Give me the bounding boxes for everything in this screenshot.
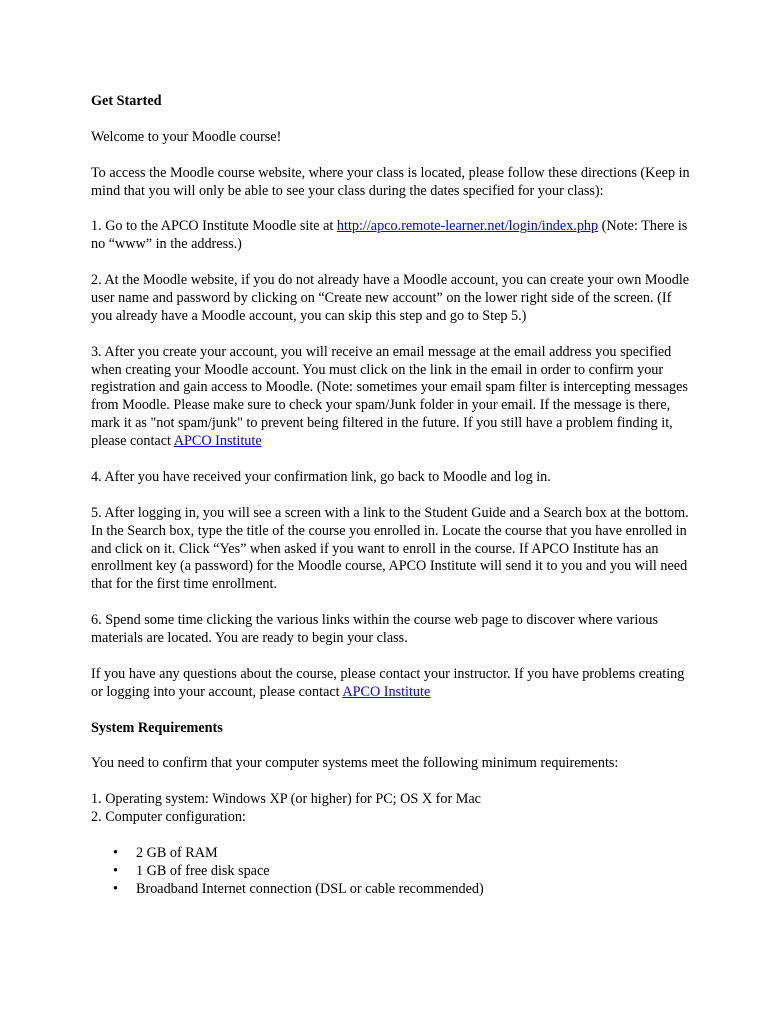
moodle-login-link[interactable]: http://apco.remote-learner.net/login/index.php	[336, 218, 599, 235]
requirement-operating-system: 1. Operating system: Windows XP (or higher) for PC; OS X for Mac	[91, 791, 481, 808]
get-started-heading: Get Started	[91, 93, 162, 109]
bullet-icon: •	[113, 862, 118, 879]
system-requirements-heading: System Requirements	[91, 719, 223, 736]
step-6-paragraph: 6. Spend some time clicking the various links within the course web page to discover where various materials are located. You are ready to begin your class.	[91, 612, 658, 647]
step-3-paragraph	[91, 344, 691, 451]
step-2-paragraph: 2. At the Moodle website, if you do not already have a Moodle account, you can create your own Moodle user name and password by clicking on “Create new account” on the lower right side of the screen. (If you already have a Moodle account, you can skip this step and go to Step 5.)	[91, 272, 690, 324]
questions-text: If you have any questions about the course, please contact your instructor. If you have problems creating or logging into your account, please contact	[91, 665, 685, 700]
config-item-disk: 1 GB of free disk space	[136, 862, 270, 879]
config-item-ram: 2 GB of RAM	[136, 844, 218, 861]
questions-paragraph	[91, 666, 691, 702]
step-3-text: 3. After you create your account, you will receive an email message at the email address you specified when creating your Moodle account. You must click on the link in the email in order to confirm your registration and gain access to Moodle. (Note: sometimes your email spam filter is intercepting messages from Moodle. Please make sure to check your spam/Junk folder in your email. If the message is there, mark it as "not spam/junk" to prevent being filtered in the future. If you still have a problem finding it, please contact	[91, 343, 688, 450]
apco-institute-link-questions[interactable]: APCO Institute	[342, 683, 431, 700]
step-1-text-before: 1. Go to the APCO Institute Moodle site at	[91, 218, 337, 235]
requirement-computer-configuration: 2. Computer configuration:	[91, 809, 246, 826]
intro-paragraph: To access the Moodle course website, where your class is located, please follow these directions (Keep in mind that you will only be able to see your class during the dates specified for your class):	[91, 164, 690, 199]
step-5-paragraph: 5. After logging in, you will see a screen with a link to the Student Guide and a Search box at the bottom. In the Search box, type the title of the course you enrolled in. Locate the course that you have enrolled in and click on it. Click “Yes” when asked if you want to enroll in the course. If APCO Institute has an enrollment key (a password) for the Moodle course, APCO Institute will send it to you and you will need that for the first time enrollment.	[91, 504, 689, 593]
bullet-icon: •	[113, 880, 118, 897]
welcome-text: Welcome to your Moodle course!	[91, 128, 282, 145]
document-page	[91, 93, 691, 899]
apco-institute-link-step3[interactable]: APCO Institute	[173, 433, 262, 450]
step-1-paragraph	[91, 218, 691, 254]
config-item-internet: Broadband Internet connection (DSL or cable recommended)	[136, 880, 484, 897]
list-item	[113, 845, 691, 863]
list-item	[113, 863, 691, 881]
system-requirements-intro: You need to confirm that your computer systems meet the following minimum requirements:	[91, 755, 619, 772]
list-item	[113, 881, 691, 899]
requirements-block	[91, 791, 691, 827]
configuration-list	[91, 845, 691, 899]
bullet-icon: •	[113, 844, 118, 861]
step-4-paragraph: 4. After you have received your confirmation link, go back to Moodle and log in.	[91, 468, 551, 485]
step-1-text-after: (Note: There is no “www” in the address.)	[91, 218, 688, 253]
